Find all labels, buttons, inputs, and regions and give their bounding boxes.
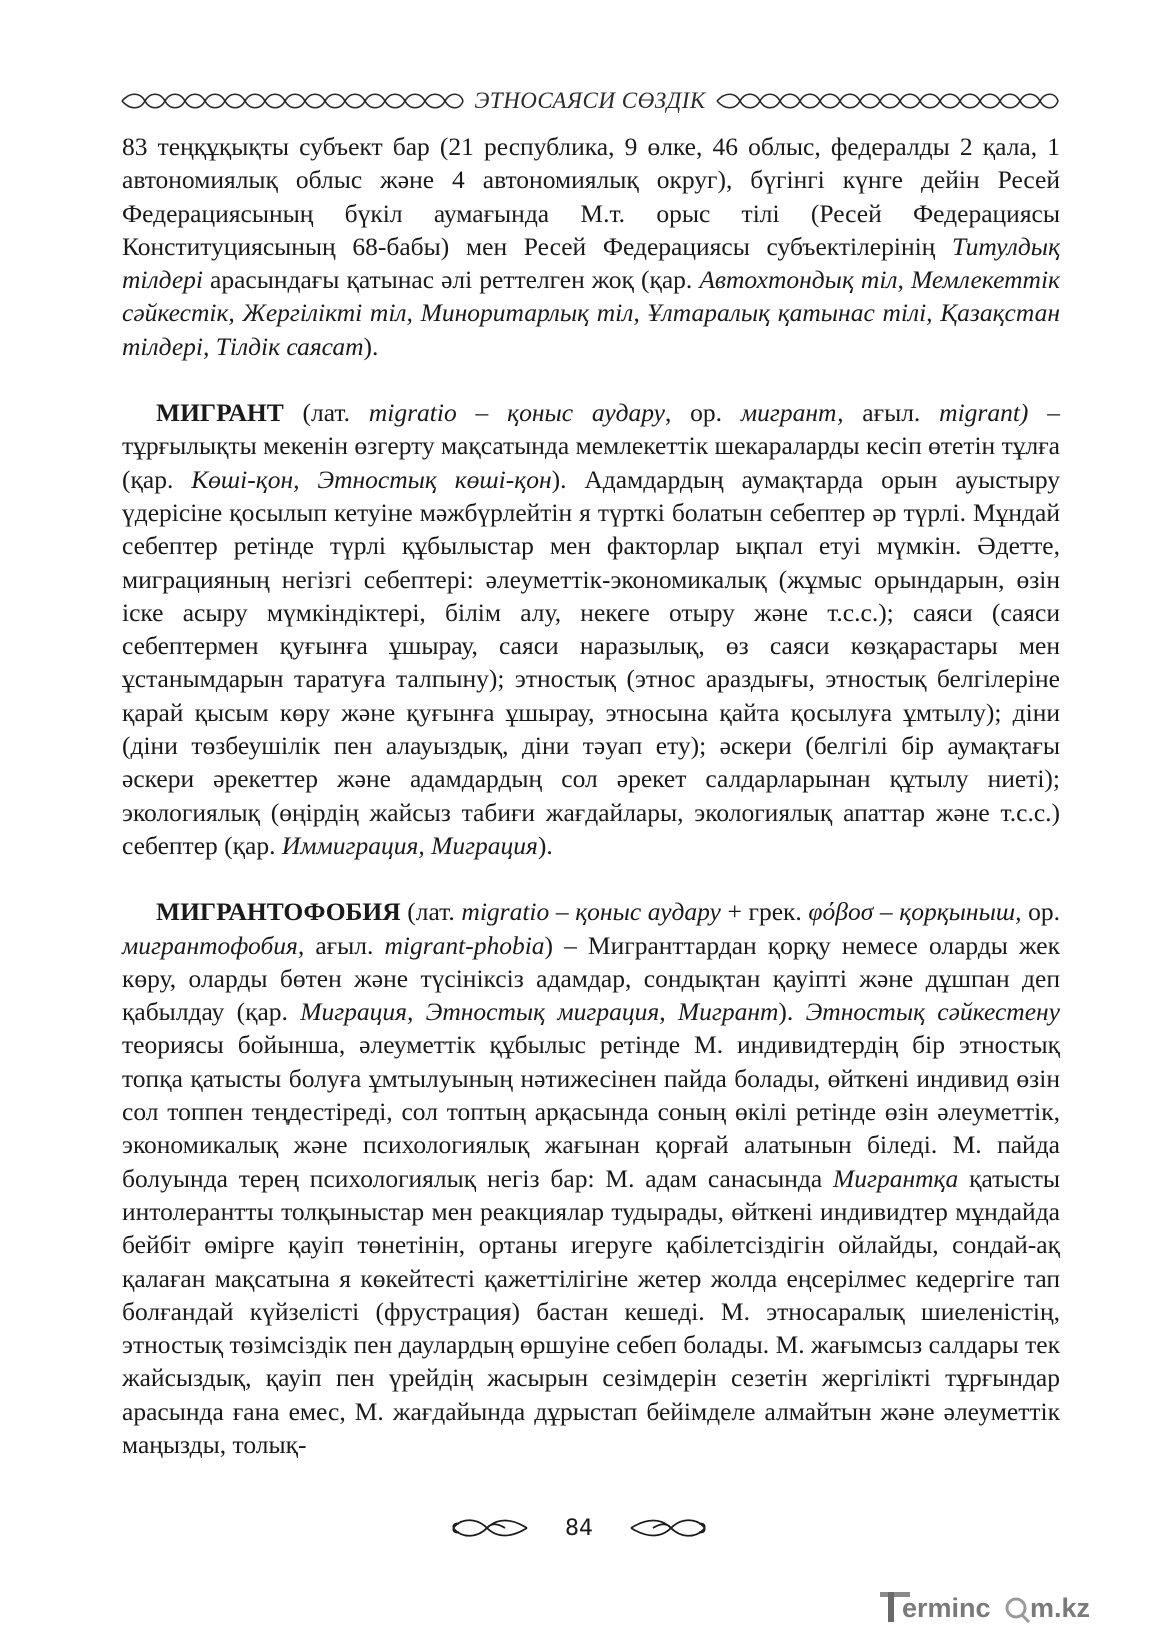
swirl-ornament-left [447, 1515, 529, 1541]
text-run: қатысты интолерантты толқыныстар мен реакциялар тудырады, өйткені индивидтер мұндайда бейбіт өмірге қауіп төнетінін, ортаны игеруге қабілетсіздігін ойлайды, сондай-ақ қалаған мақсатына я көкейтесті қажеттілігіне жетер жолда еңсерілмес кедергіге тап болғандай күйзелісті (фрустрация) бастан кешеді. М. этносаралық шиеленістің, этностық төзімсіздік пен даулардың өршуіне себеп болады. М. жағымсыз салдары тек жайсыздық, қауіп пен үрейдің жасырын сезімдерін сезетін жергілікті тұрғындар арасында ғана емес, М. жағдайында дұрыстап бейімделе алмайтын және әлеуметтік маңызды, толық- [122, 1163, 1060, 1459]
text-run: , ор. [664, 398, 741, 428]
italic-run: migratio – қоныс аудару [461, 897, 721, 927]
italic-run: Этностық сәйкестену [805, 997, 1060, 1027]
italic-run: Автохтондық тіл, Мемлекеттік сәйкестік, Жергілікті тіл, Миноритарлық тіл, Ұлтаралық қатынас тілі, Қазақстан тілдері, Тілдік саясат [122, 265, 1060, 361]
text-run: 83 теңқұқықты субъект бар (21 республика, 9 өлке, 46 облыс, федералды 2 қала, 1 автономиялық облыс және 4 автономиялық округ), бүгінгі күнге дейін Ресей Федерациясының бүкіл аумағында М.т. орыс тілі (Ресей Федерациясы Конституциясының 68-бабы) мен Ресей Федерациясы субъектілерінің [122, 132, 1060, 261]
text-run: (лат. [283, 398, 369, 428]
watermark [878, 1586, 1128, 1626]
svg-text:erminc: erminc [902, 1593, 991, 1623]
entry-migrantophobia [122, 895, 1060, 1461]
italic-run: Титулдық тілдері [122, 231, 1060, 295]
italic-run: Иммиграция, Миграция [281, 830, 538, 860]
text-run: – тұрғылықты мекенін өзгерту мақсатында мемлекеттік шекараларды кесіп өтетін тұлға (қар. [122, 398, 1060, 494]
italic-run: мигрант, [740, 398, 844, 428]
italic-run: migrant) [939, 398, 1029, 428]
text-run: ). [537, 830, 553, 860]
italic-run: migratio – қоныс аудару [368, 398, 665, 428]
text-run: ). [363, 331, 379, 361]
svg-text:m.kz: m.kz [1030, 1593, 1091, 1623]
italic-run: Мигрантқа [833, 1163, 959, 1193]
paragraph-continuation [122, 130, 1060, 363]
italic-run: φόβοσ – қорқыныш, [808, 897, 1022, 927]
italic-run: Миграция, Этностық миграция, Мигрант [300, 997, 779, 1027]
text-run: арасындағы қатынас әлі реттелген жоқ (қар. [202, 265, 700, 295]
italic-run: migrant-phobia [384, 930, 545, 960]
term-headword: МИГРАНТОФОБИЯ [156, 897, 401, 927]
italic-run: мигрантофобия, [122, 930, 305, 960]
italic-run: Көші-қон, Этностық көші-қон [191, 464, 552, 494]
entry-migrant [122, 396, 1060, 862]
text-run: ағыл. [304, 930, 385, 960]
text-run: ). Адамдардың аумақтарда орын ауыстыру үдерісіне қосылып кетуіне мәжбүрлейтін я түрткі болатын себептер әр түрлі. Мұндай себептер ретінде түрлі құбылыстар мен факторлар ықпал етуі мүмкін. Әдетте, миграцияның негізгі себептері: әлеуметтік-экономикалық (жұмыс орындарын, өзін іске асыру мүмкіндіктері, білім алу, некеге отыру және т.с.с.); саяси (саяси себептермен қуғынға ұшырау, саяси наразылық, өз саяси көзқарастары мен ұстанымдарын таратуға талпыну); этностық (этнос араздығы, этностық белгілеріне қарай қысым көру және қуғынға ұшырау, этносына қайта қосылуға ұмтылу); діни (діни төзбеушілік пен алауыздық, діни тәуап ету); әскери (белгілі бір аумақтағы әскери әрекеттер және адамдардың сол әрекет салдарларынан құтылу ниеті); экологиялық (өңірдің жайсыз табиғи жағдайлары, экологиялық апаттар және т.с.с.) себептер (қар. [122, 464, 1060, 860]
term-headword: МИГРАНТ [156, 398, 284, 428]
text-run: ) – Мигранттардан қорқу немесе оларды жек көру, оларды бөтен және түсініксіз адамдар, сондықтан қауіпті және дұшпан деп қабылдау (қар. [122, 930, 1060, 1027]
page-body [122, 130, 1060, 1461]
ornament-left [120, 90, 465, 112]
termincom-logo [878, 1586, 1128, 1626]
text-run: (лат. [400, 897, 462, 927]
page-number: 84 [565, 1515, 593, 1541]
ornament-right [715, 90, 1060, 112]
swirl-ornament-right [629, 1515, 711, 1541]
text-run: ор. [1021, 897, 1060, 927]
text-run: теориясы бойынша, әлеуметтік құбылыс ретінде М. индивидтердің бір этностық топқа қатысты болуға ұмтылуының нәтижесінен пайда болады, өйткені индивид өзін сол топпен теңдестіреді, сол топтың арқасында соның өкілі ретінде өзін әлеуметтік, экономикалық және психологиялық жағынан қорғай алатынын біледі. М. пайда болуында терең психологиялық негіз бар: М. адам санасында [122, 1030, 1060, 1193]
text-run: + грек. [720, 897, 809, 927]
running-header [120, 86, 1060, 116]
header-title: ЭТНОСАЯСИ СӨЗДІК [474, 88, 706, 113]
text-run: ). [778, 997, 806, 1027]
text-run: ағыл. [843, 398, 940, 428]
page-footer [0, 1508, 1158, 1548]
